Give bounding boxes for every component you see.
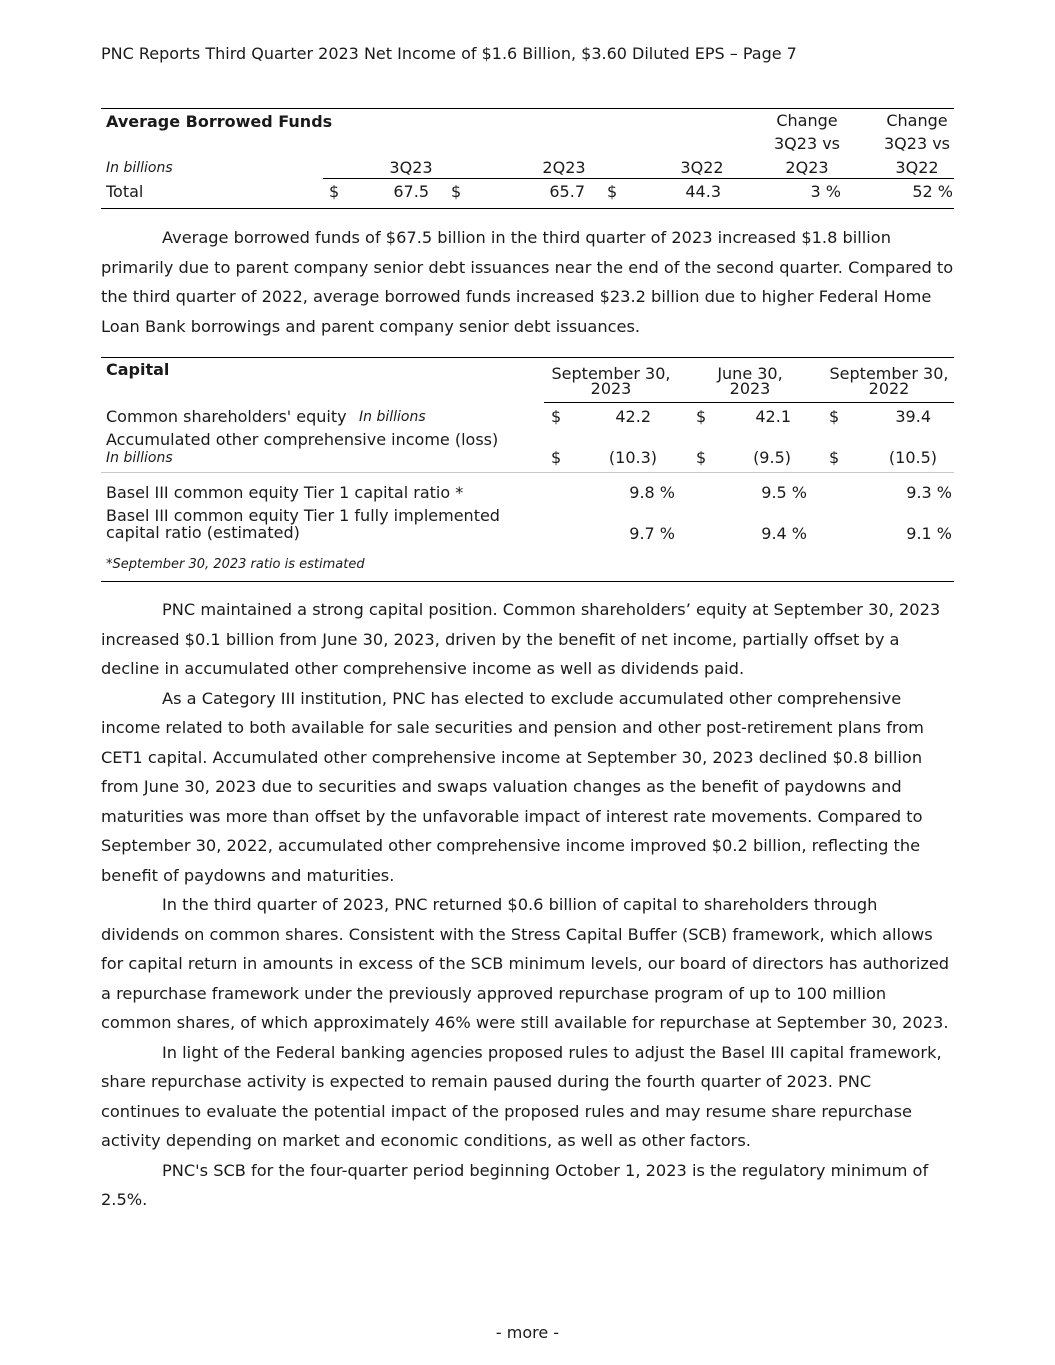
currency-symbol: $ (696, 407, 707, 426)
col-header-line: 2023 (590, 379, 632, 398)
aoci-label: Accumulated other comprehensive income (loss) (106, 430, 499, 449)
borrowed-funds-table (101, 108, 954, 209)
col-3q23: 3Q23 (389, 158, 433, 177)
currency-symbol: $ (451, 182, 462, 201)
cet1-ratio-label: Basel III common equity Tier 1 capital ratio * (106, 483, 464, 502)
capital-paragraphs (101, 595, 954, 1215)
units-label: In billions (359, 409, 426, 425)
col-header-line: 2023 (729, 379, 771, 398)
capital-table (101, 357, 954, 582)
paragraph-text: Average borrowed funds of $67.5 billion in the third quarter of 2023 increased $1.8 billion primarily due to parent company senior debt issuances near the end of the second quarter. Compared to the third quarter of 2022, average borrowed funds increased $23.2 billion due to higher Federal Home Loan Bank borrowings and parent company senior debt issuances. (101, 228, 954, 336)
paragraph-text: As a Category III institution, PNC has elected to exclude accumulated other comprehensive income related to both available for sale securities and pension and other post-retirement plans from CET1 capital. Accumulated other comprehensive income at September 30, 2023 declined $0.8 billion from June 30, 2023 due to securities and swaps valuation changes as the benefit of paydowns and maturities was more than offset by the unfavorable impact of interest rate movements. Compared to September 30, 2022, accumulated other comprehensive income improved $0.2 billion, reflecting the benefit of paydowns and maturities. (101, 688, 924, 885)
col-chg-2q23: 2Q23 (785, 158, 829, 177)
col-header-line: September 30, (829, 364, 949, 383)
col-sep-2022 (819, 366, 959, 396)
change-label-1: Change (776, 111, 838, 130)
aoci-sep23: (10.3) (608, 448, 657, 467)
currency-symbol: $ (696, 448, 707, 467)
aoci-sep22: (10.5) (888, 448, 937, 467)
total-3q22: 44.3 (685, 182, 721, 201)
total-chg-1: 3 % (810, 182, 841, 201)
change-label-2: Change (886, 111, 948, 130)
common-equity-label: Common shareholders' equity (106, 407, 347, 426)
col-3q22: 3Q22 (680, 158, 724, 177)
col-chg-3q22: 3Q22 (895, 158, 939, 177)
paragraph-text: In the third quarter of 2023, PNC returned $0.6 billion of capital to shareholders through dividends on common shares. Consistent with the Stress Capital Buffer (SCB) framework, which allows for capital return in amounts in excess of the SCB minimum levels, our board of directors has authorized a repurchase framework under the previously approved repurchase program of up to 100 million common shares, of which approximately 46% were still available for repurchase at September 30, 2023. (101, 895, 950, 1032)
col-jun-2023 (691, 366, 809, 396)
common-equity-sep22: 39.4 (895, 407, 931, 426)
borrowed-paragraph (101, 223, 954, 341)
col-2q23: 2Q23 (542, 158, 586, 177)
paragraph-text: PNC maintained a strong capital position. Common shareholders’ equity at September 30, 2023 increased $0.1 billion from June 30, 2023, driven by the benefit of net income, partially offset by a decline in accumulated other comprehensive income as well as dividends paid. (101, 600, 941, 678)
currency-symbol: $ (551, 407, 562, 426)
currency-symbol: $ (329, 182, 340, 201)
page-footer: - more - (495, 1323, 560, 1342)
currency-symbol: $ (829, 407, 840, 426)
cet1-fully-jun23: 9.4 % (761, 524, 807, 543)
total-2q23: 65.7 (549, 182, 585, 201)
cet1-fully-sep22: 9.1 % (906, 524, 952, 543)
common-equity-sep23: 42.2 (615, 407, 651, 426)
col-sep-2023 (541, 366, 681, 396)
currency-symbol: $ (551, 448, 562, 467)
cet1-sep23: 9.8 % (629, 483, 675, 502)
vs-label-2: 3Q23 vs (883, 134, 951, 153)
col-header-line: September 30, (551, 364, 671, 383)
col-header-line: 2022 (868, 379, 910, 398)
units-label: In billions (106, 450, 173, 466)
label-line: capital ratio (estimated) (106, 523, 300, 542)
cet1-fully-sep23: 9.7 % (629, 524, 675, 543)
borrowed-units: In billions (106, 160, 173, 176)
vs-label-1: 3Q23 vs (773, 134, 841, 153)
capital-title: Capital (106, 360, 170, 379)
total-chg-2: 52 % (912, 182, 953, 201)
col-header-line: June 30, (717, 364, 783, 383)
currency-symbol: $ (829, 448, 840, 467)
cet1-jun23: 9.5 % (761, 483, 807, 502)
total-label: Total (106, 182, 144, 201)
cet1-sep22: 9.3 % (906, 483, 952, 502)
paragraph-text: PNC's SCB for the four-quarter period beginning October 1, 2023 is the regulatory minimum of 2.5%. (101, 1160, 929, 1209)
total-3q23: 67.5 (393, 182, 429, 201)
page-header: PNC Reports Third Quarter 2023 Net Income of $1.6 Billion, $3.60 Diluted EPS – Page 7 (101, 44, 797, 63)
paragraph-text: In light of the Federal banking agencies proposed rules to adjust the Basel III capital framework, share repurchase activity is expected to remain paused during the fourth quarter of 2023. PNC continues to evaluate the potential impact of the proposed rules and may resume share repurchase activity depending on market and economic conditions, as well as other factors. (101, 1042, 942, 1150)
currency-symbol: $ (607, 182, 618, 201)
borrowed-title: Average Borrowed Funds (106, 112, 333, 131)
capital-footnote: *September 30, 2023 ratio is estimated (106, 557, 365, 572)
aoci-jun23: (9.5) (753, 448, 791, 467)
cet1-fully-label (106, 507, 500, 541)
common-equity-jun23: 42.1 (755, 407, 791, 426)
label-line: Basel III common equity Tier 1 fully implemented (106, 506, 500, 525)
